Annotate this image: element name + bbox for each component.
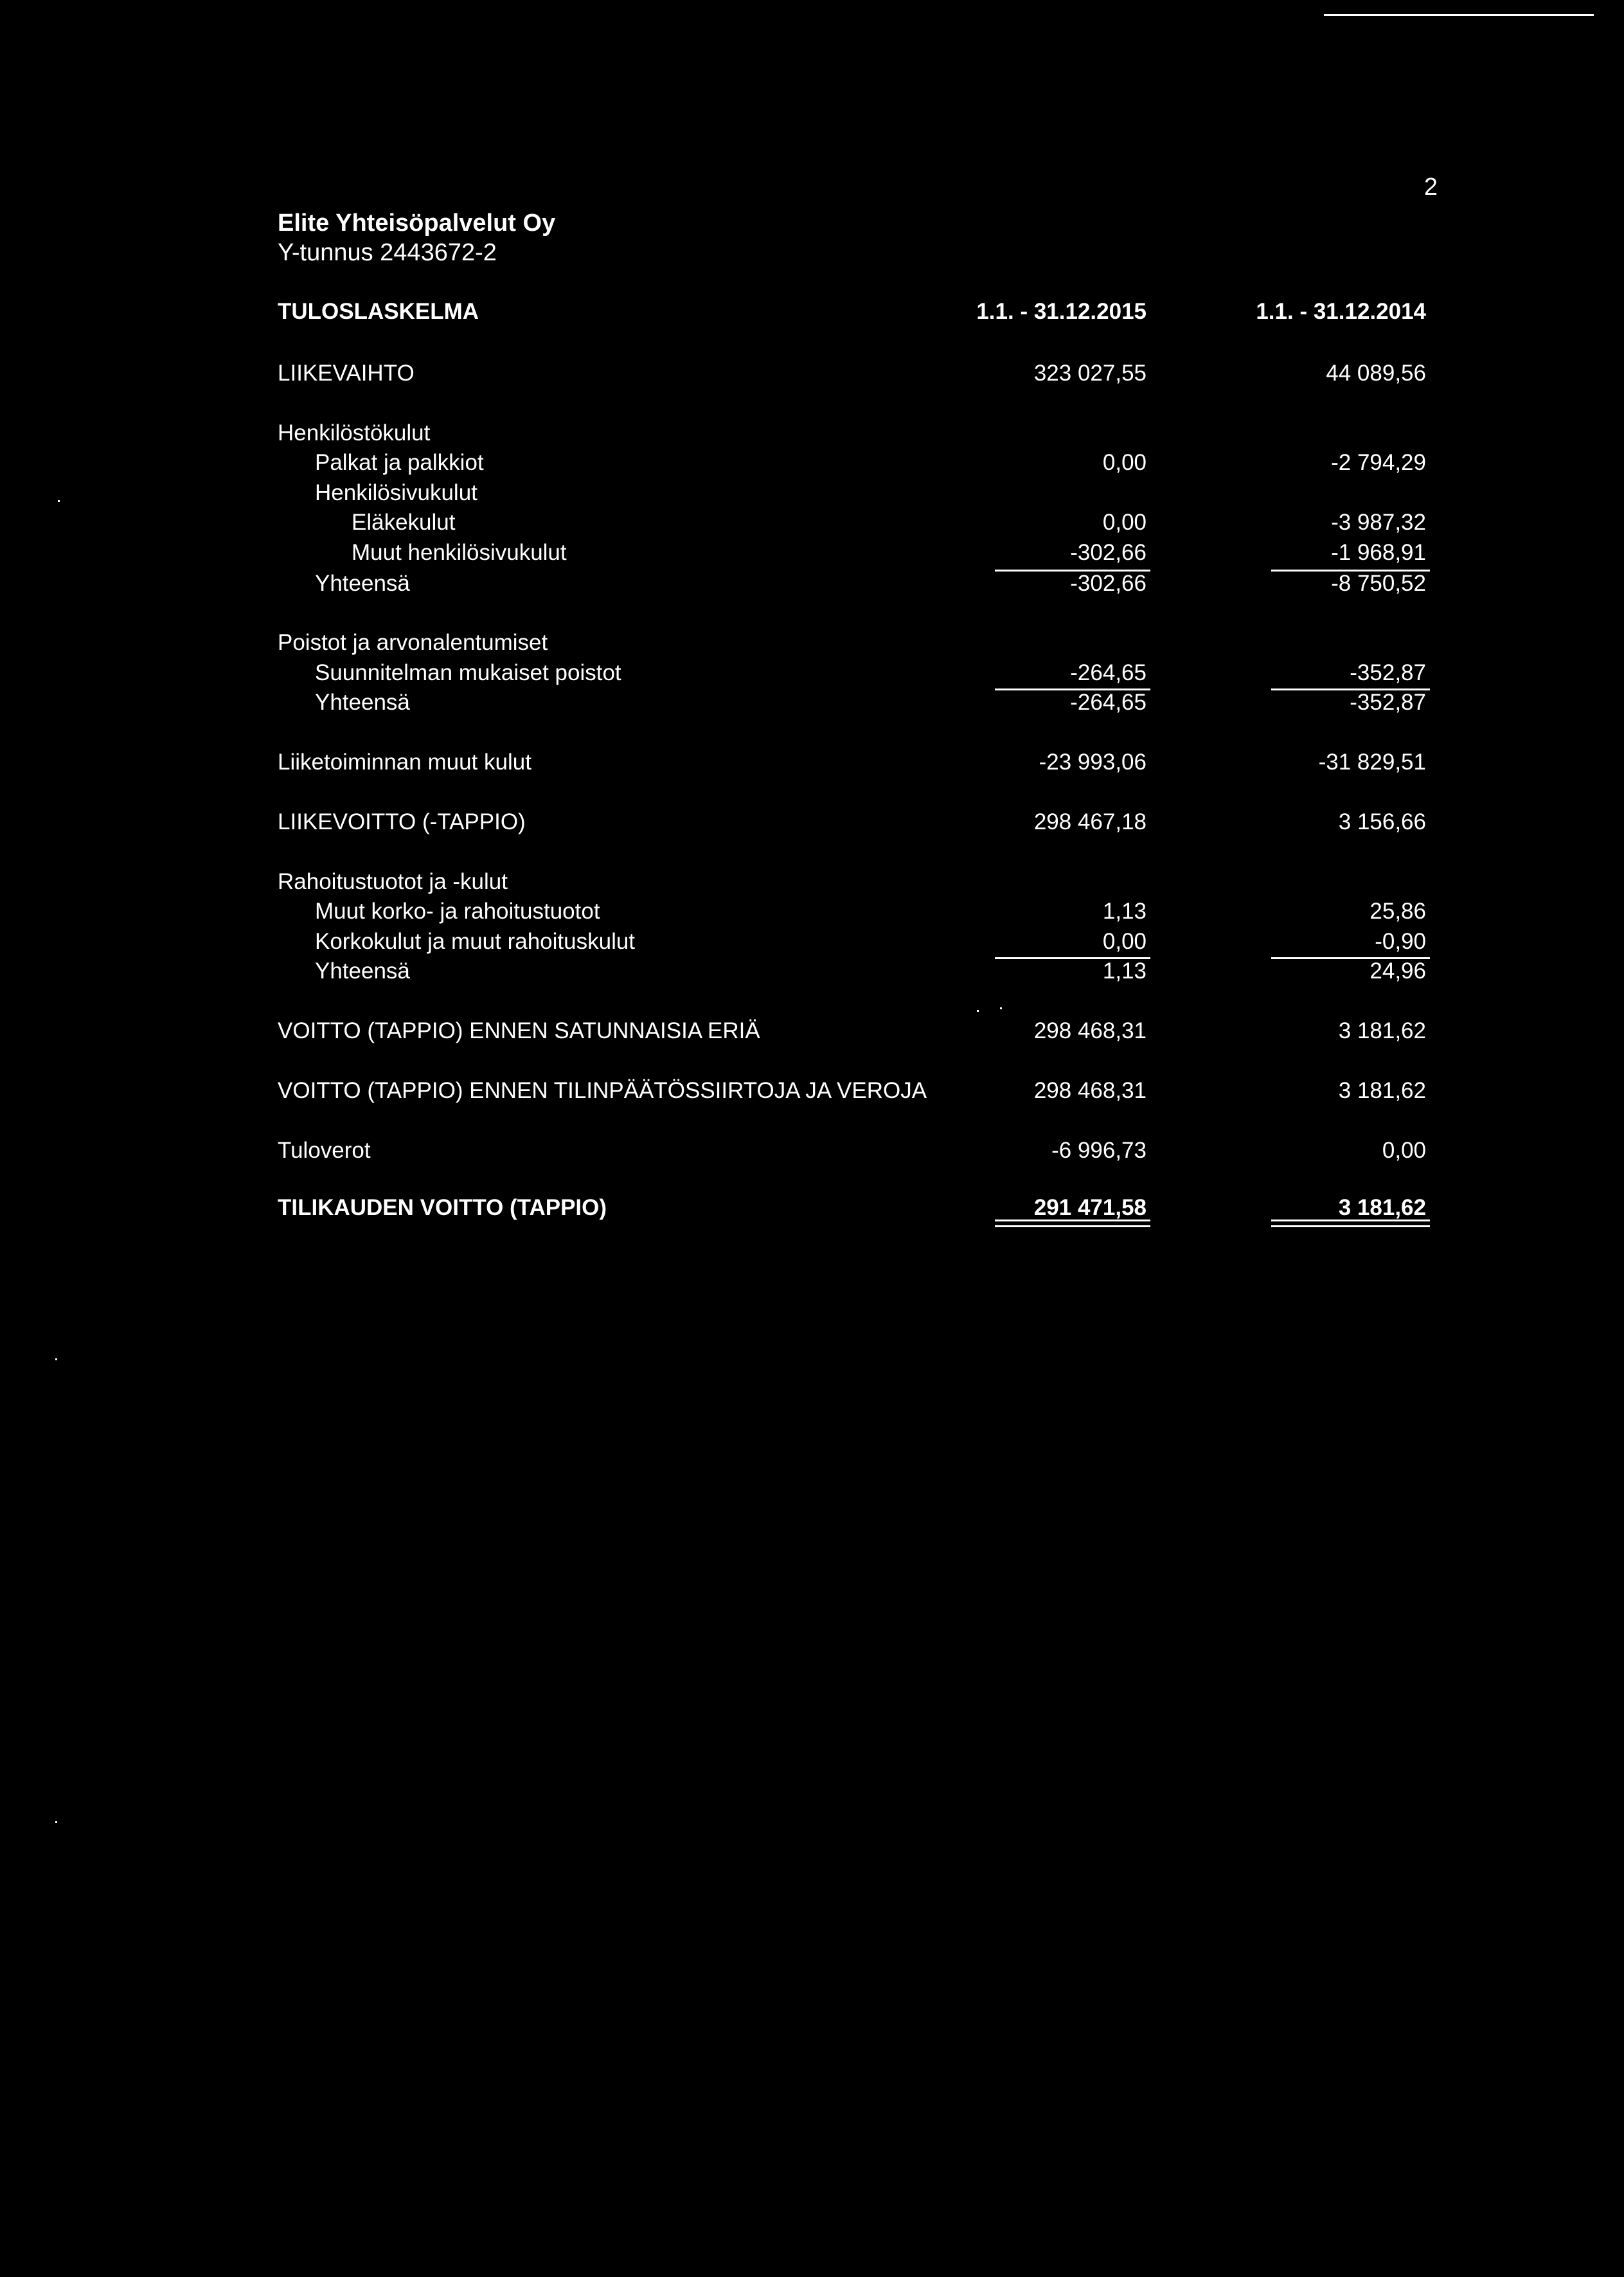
row-suunnitelman-poistot: [0, 658, 1624, 688]
scan-speck: [977, 1010, 979, 1012]
row-label: Korkokulut ja muut rahoituskulut: [315, 929, 636, 954]
total-double-underline: [1271, 1220, 1430, 1221]
row-muut-henkilosivukulut: [0, 538, 1624, 568]
value-current: 298 468,31: [1033, 1078, 1147, 1103]
row-label: LIIKEVAIHTO: [278, 361, 415, 386]
value-current: 298 467,18: [1033, 809, 1147, 834]
row-tuloverot: [0, 1136, 1624, 1166]
period-current: 1.1. - 31.12.2015: [976, 299, 1147, 324]
value-previous: -3 987,32: [1331, 510, 1426, 535]
row-voitto-ennen-tilinpaatossiirtoja: [0, 1076, 1624, 1106]
total-double-underline: [1271, 1225, 1430, 1227]
value-current: 0,00: [1102, 450, 1147, 475]
value-previous: -8 750,52: [1331, 571, 1426, 596]
row-label: Muut korko- ja rahoitustuotot: [315, 899, 600, 924]
row-liikevoitto: [0, 807, 1624, 837]
value-current: 323 027,55: [1033, 361, 1147, 386]
row-label: VOITTO (TAPPIO) ENNEN SATUNNAISIA ERIÄ: [278, 1018, 760, 1043]
value-previous: -31 829,51: [1318, 750, 1426, 775]
value-previous: 44 089,56: [1326, 361, 1426, 386]
value-current: -302,66: [1070, 540, 1147, 565]
value-current: -6 996,73: [1051, 1138, 1147, 1163]
value-current: 0,00: [1102, 510, 1147, 535]
row-voitto-ennen-satunnaisia: [0, 1016, 1624, 1046]
row-liikevaihto: [0, 359, 1624, 388]
statement-title: TULOSLASKELMA: [278, 299, 479, 324]
company-name: Elite Yhteisöpalvelut Oy: [278, 210, 556, 237]
total-double-underline: [995, 1220, 1150, 1221]
row-yhteensa-rahoitus: [0, 957, 1624, 986]
value-current: -23 993,06: [1039, 750, 1147, 775]
row-label: Muut henkilösivukulut: [352, 540, 567, 565]
value-previous: 3 181,62: [1338, 1195, 1426, 1220]
value-current: 298 468,31: [1033, 1018, 1147, 1043]
row-label: VOITTO (TAPPIO) ENNEN TILINPÄÄTÖSSIIRTOJA JA VEROJA: [278, 1078, 927, 1103]
value-current: -264,65: [1070, 690, 1147, 715]
row-label: Liiketoiminnan muut kulut: [278, 750, 531, 775]
row-label: Yhteensä: [315, 571, 410, 596]
scan-speck: [55, 1358, 57, 1360]
value-previous: -352,87: [1350, 660, 1426, 685]
row-palkat: [0, 448, 1624, 478]
scan-speck: [55, 1821, 57, 1823]
row-korkokulut: [0, 927, 1624, 957]
value-current: -264,65: [1070, 660, 1147, 685]
row-henkilosivukulut: [0, 478, 1624, 508]
value-previous: 3 156,66: [1338, 809, 1426, 834]
page-number: 2: [1423, 174, 1438, 201]
row-poistot: [0, 628, 1624, 658]
value-previous: 3 181,62: [1338, 1018, 1426, 1043]
scan-speck: [1000, 1007, 1002, 1009]
row-yhteensa-henkilosto: [0, 569, 1624, 598]
row-label: Henkilöstökulut: [278, 420, 431, 446]
row-tilikauden-voitto: [0, 1193, 1624, 1223]
row-yhteensa-poistot: [0, 688, 1624, 717]
total-double-underline: [995, 1225, 1150, 1227]
row-label: Tuloverot: [278, 1138, 371, 1163]
row-label: LIIKEVOITTO (-TAPPIO): [278, 809, 526, 834]
value-current: 1,13: [1102, 959, 1147, 984]
row-label: Eläkekulut: [352, 510, 456, 535]
row-label: TILIKAUDEN VOITTO (TAPPIO): [278, 1195, 607, 1220]
business-id: Y-tunnus 2443672-2: [278, 239, 497, 266]
row-rahoitus: [0, 867, 1624, 897]
scan-speck: [58, 500, 60, 502]
value-current: 0,00: [1102, 929, 1147, 954]
value-current: 291 471,58: [1033, 1195, 1147, 1220]
value-previous: -1 968,91: [1331, 540, 1426, 565]
value-previous: -0,90: [1375, 929, 1426, 954]
row-elakekulut: [0, 508, 1624, 537]
row-label: Poistot ja arvonalentumiset: [278, 630, 548, 655]
row-henkilostokulut: [0, 419, 1624, 448]
row-label: Yhteensä: [315, 690, 410, 715]
row-label: Suunnitelman mukaiset poistot: [315, 660, 621, 685]
row-label: Henkilösivukulut: [315, 480, 477, 505]
row-label: Palkat ja palkkiot: [315, 450, 484, 475]
period-previous: 1.1. - 31.12.2014: [1256, 299, 1426, 324]
value-previous: 3 181,62: [1338, 1078, 1426, 1103]
value-previous: -352,87: [1350, 690, 1426, 715]
row-korkotuotot: [0, 897, 1624, 926]
value-previous: 25,86: [1370, 899, 1426, 924]
value-previous: 0,00: [1382, 1138, 1426, 1163]
top-rule: [1324, 14, 1594, 16]
row-liiketoiminnan-muut-kulut: [0, 748, 1624, 777]
value-current: 1,13: [1102, 899, 1147, 924]
value-previous: 24,96: [1370, 959, 1426, 984]
row-label: Yhteensä: [315, 959, 410, 984]
statement-header: [0, 297, 1624, 327]
value-current: -302,66: [1070, 571, 1147, 596]
value-previous: -2 794,29: [1331, 450, 1426, 475]
row-label: Rahoitustuotot ja -kulut: [278, 869, 508, 894]
